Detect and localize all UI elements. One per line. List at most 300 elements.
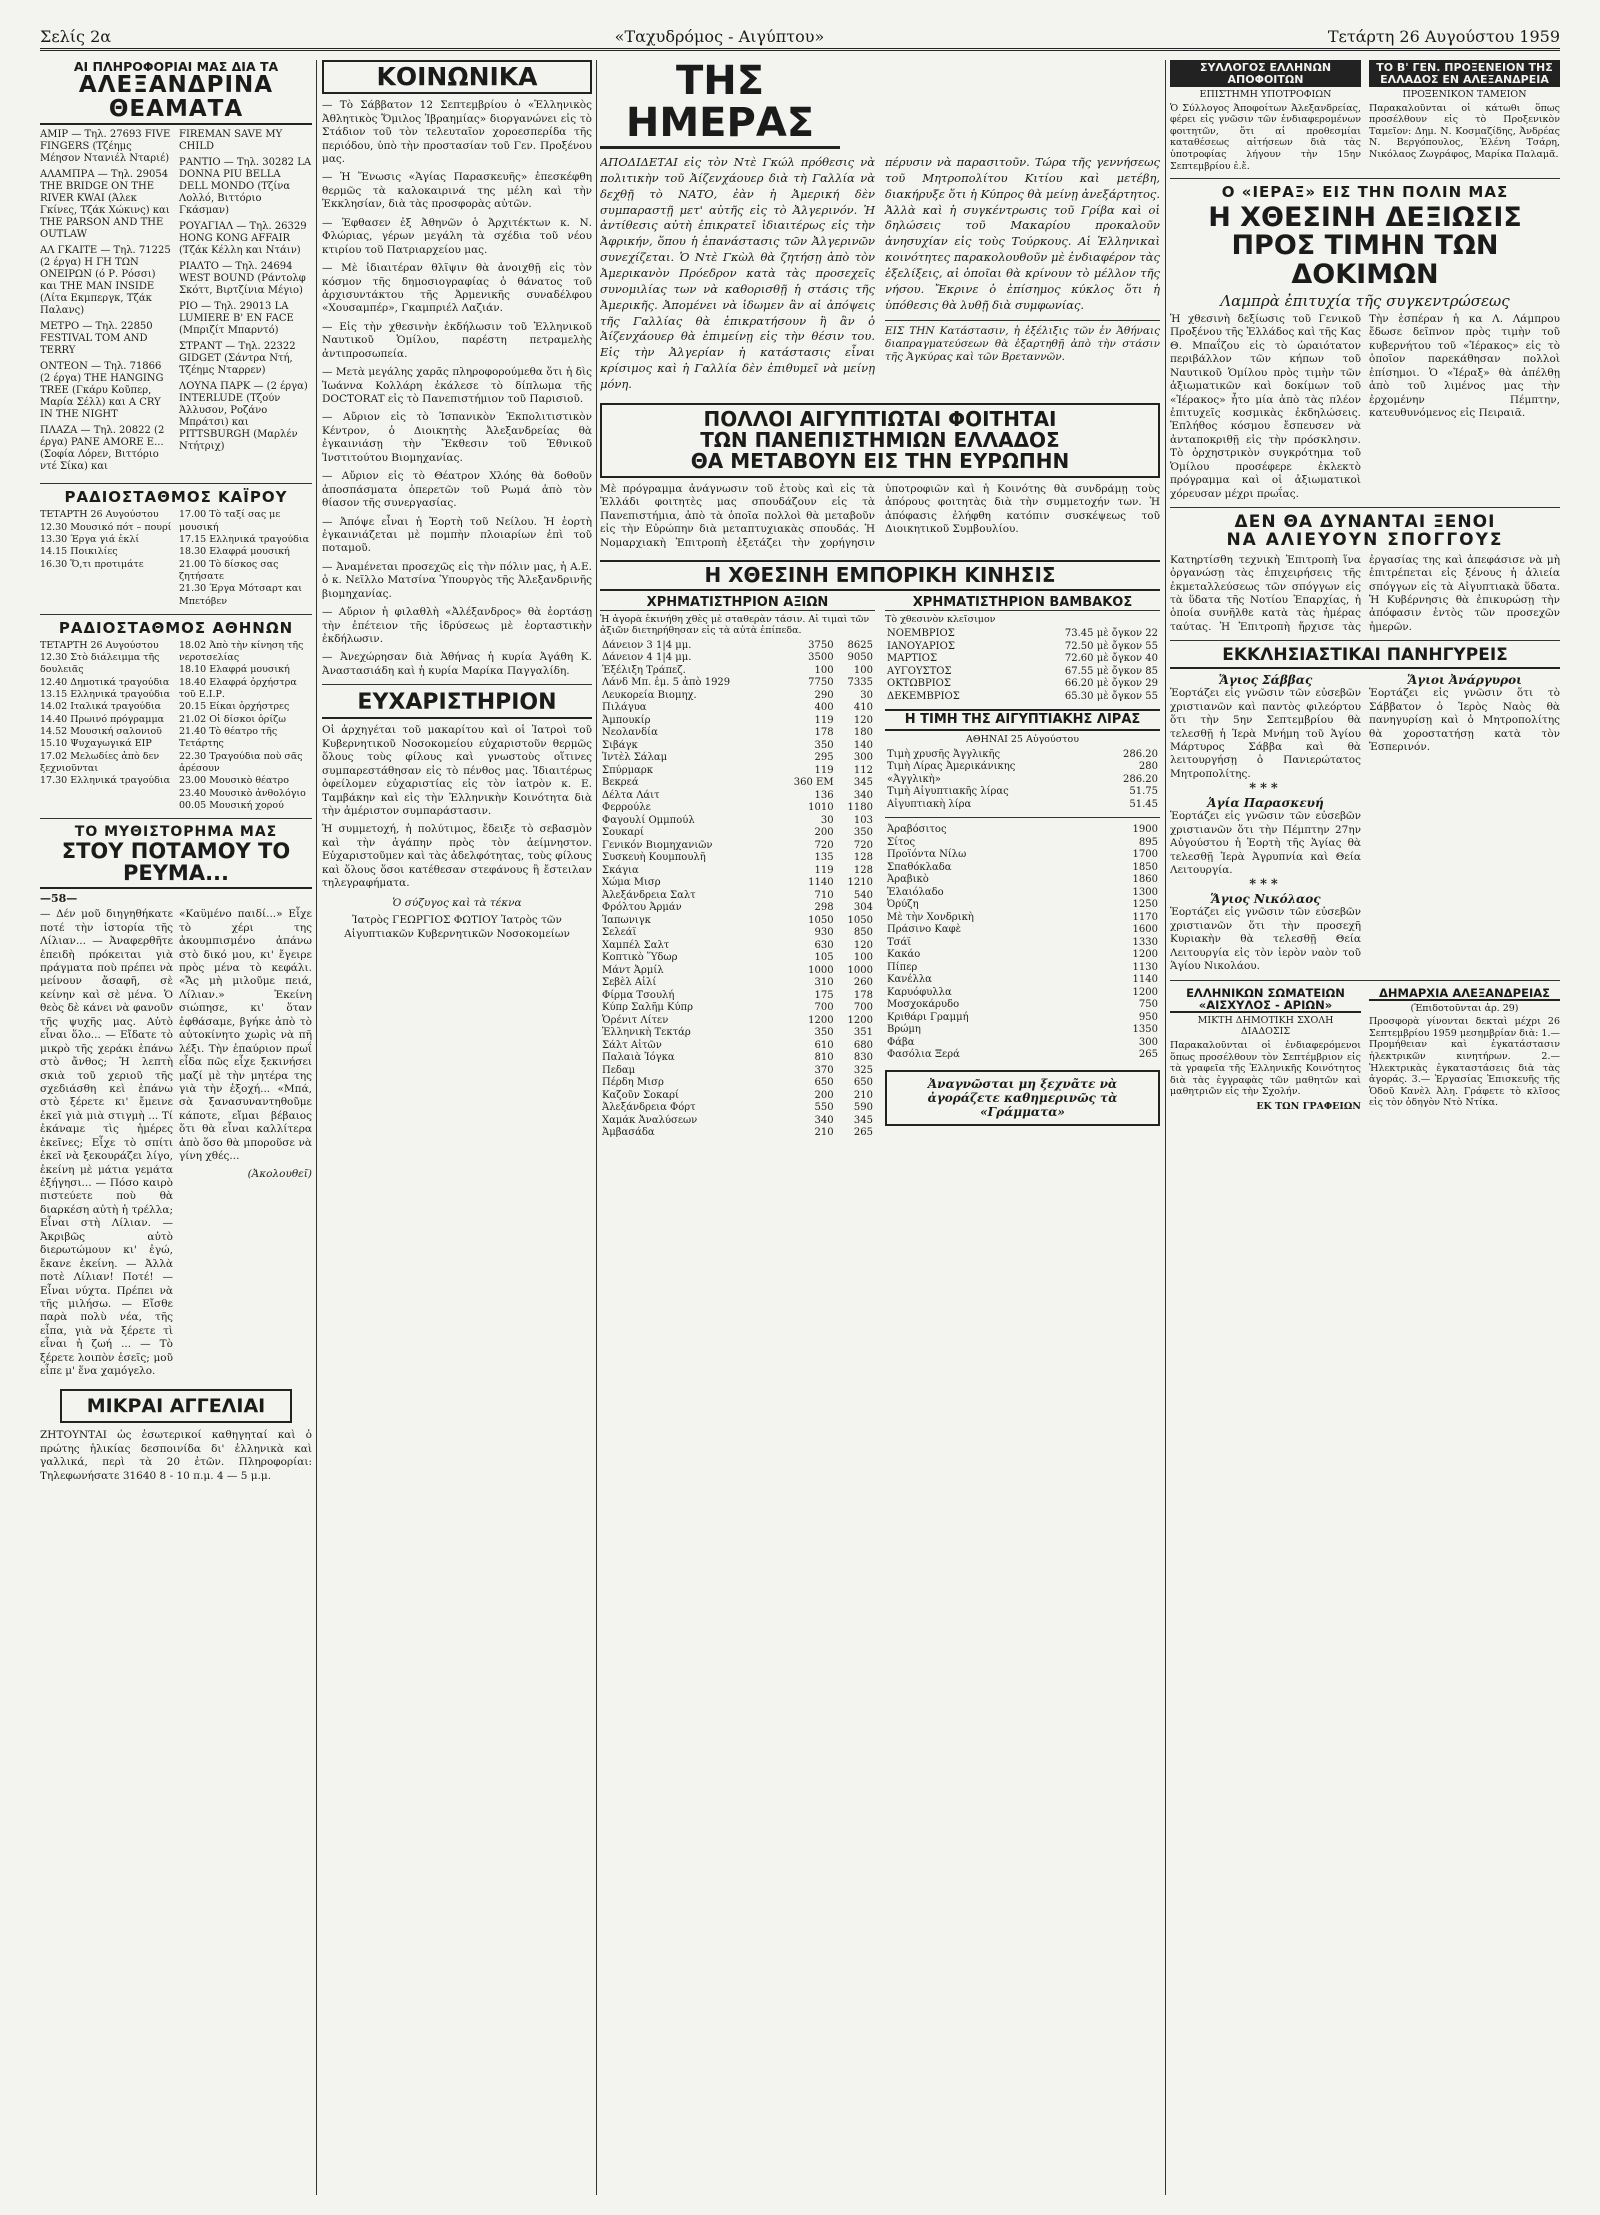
- stock-row: [600, 815, 875, 828]
- stock-row-cell: Κοπτικὸ Ὕδωρ: [602, 952, 678, 964]
- product-row-cell: 750: [1138, 999, 1158, 1011]
- stock-row-cell: 8625: [847, 639, 873, 651]
- column-rule: [596, 60, 597, 2195]
- students-title-1: ΠΟΛΛΟΙ ΑΙΓΥΠΤΙΩΤΑΙ ΦΟΙΤΗΤΑΙ: [703, 406, 1057, 431]
- product-row-cell: Κανέλλα: [887, 974, 932, 986]
- cotton-row: [885, 666, 1160, 679]
- consulate-text: Παρακαλοῦνται οἱ κάτωθι ὅπως προσέλθουν εἰς τὸ Προξενικὸν Ταμεῖον: Δημ. Ν. Κοσμαζίδης, Ἀνδρέας Ν. Βεργόπουλος, Ἑλένη Τσάρη, Νικόλαος Ζωγράφος, Μαρίκα Παλαμᾶ.: [1369, 102, 1560, 160]
- stock-row-cell: 1050: [808, 914, 834, 926]
- stock-row-cell: Βεκρεά: [602, 777, 639, 789]
- stock-row-cell: 298: [814, 902, 834, 914]
- stock-row: [600, 1002, 875, 1015]
- notices-row: [1170, 60, 1560, 172]
- stock-row: [600, 940, 875, 953]
- product-row-cell: Βρώμη: [887, 1024, 921, 1036]
- cotton-row: [885, 641, 1160, 654]
- thanks-text: Οἱ ἀρχηγέται τοῦ μακαρίτου καὶ οἱ Ἰατροὶ τοῦ Κυβερνητικοῦ Νοσοκομείου εὐχαριστοῦν θερμῶς ὅλους τοὺς φίλους καὶ γνωστοὺς οἵτινες συμπαρεστάθησαν εἰς τὸ πένθος μας. Ἰδιαιτέρως ὀφείλομεν εὐχαριστίας εἰς τὸν ἰατρὸν κ. Ε. Ταμβάκην καὶ εἰς τὴν Ἐλληνικὴν Κοινότητα διὰ τὴν ἀμέριστον συμπαράστασιν.: [322, 724, 592, 818]
- radio-athens-title: ΡΑΔΙΟΣΤΑΘΜΟΣ ΑΘΗΝΩΝ: [58, 618, 294, 637]
- cotton-row-cell: 73.45 μὲ ὄγκον 22: [1064, 628, 1158, 640]
- students-title-2: ΤΩΝ ΠΑΝΕΠΙΣΤΗΜΙΩΝ ΕΛΛΑΔΟΣ: [700, 427, 1060, 452]
- stock-row-cell: 850: [853, 927, 873, 939]
- pound-row-cell: Τιμὴ χρυσῆς Ἀγγλικῆς: [887, 748, 1001, 760]
- school-title: ΕΛΛΗΝΙΚΩΝ ΣΩΜΑΤΕΙΩΝ «ΑΙΣΧΥΛΟΣ - ΑΡΙΩΝ»: [1170, 987, 1361, 1013]
- stock-row: [600, 990, 875, 1003]
- stock-row-cell: 260: [853, 977, 873, 989]
- stock-row-cell: 119: [814, 864, 834, 876]
- pound-row: [885, 761, 1160, 774]
- small-ads-text: ΖΗΤΟΥΝΤΑΙ ὡς ἐσωτερικοί καθηγηταί καὶ ὁ πρώτης ἡλικίας δεσποινίδα δι' ἐλληνικὰ καὶ γαλλικά, περὶ τὰ 20 ἐτῶν. Πληροφορίαι: Τηλεφωνήσατε 31640 8 - 10 π.μ. 4 — 5 μ.μ.: [40, 1429, 312, 1482]
- stock-row-cell: 630: [814, 939, 834, 951]
- sponge-title-1: ΔΕΝ ΘΑ ΔΥΝΑΝΤΑΙ ΞΕΝΟΙ: [1234, 512, 1496, 533]
- cinema-entry: ΡΙΟ — Τηλ. 29013 LA LUMIERE B' EN FACE (Μπριζίτ Μπαρντό): [179, 301, 294, 337]
- product-row: [885, 862, 1160, 875]
- product-row-cell: Σπαθόκλαδα: [887, 861, 952, 873]
- pound-row: [885, 774, 1160, 787]
- stock-row-cell: 340: [853, 789, 873, 801]
- product-row-cell: 950: [1138, 1011, 1158, 1023]
- social-item: — Ἀπόψε εἶναι ἡ Ἑορτὴ τοῦ Νείλου. Ἡ ἑορτὴ ἐγκαινιάζεται μὲ πομπὴν πλοιαρίων ἐπὶ τοῦ ποταμοῦ.: [322, 515, 592, 555]
- radio-athens-left: ΤΕΤΑΡΤΗ 26 Αυγούστου 12.30 Στὸ διάλειμμα τῆς δουλειᾶς 12.40 Δημοτικά τραγούδια 13.15 Ελληνικά τραγούδια 14.02 Ιταλικά τραγούδια 14.40 Πρωινό πρόγραμμα 14.52 Μουσική σαλονιοῦ 15.10 Ψυχαγωγικά ΕΙΡ 17.02 Μελωδίες ἀπὸ δεν ξεχνιοῦνται 17.30 Ελληνικά τραγούδια: [40, 639, 171, 787]
- cinema-entry: ΑΜΙΡ — Τηλ. 27693 FIVE FINGERS (Τζέημς Μέησον Ντανιέλ Νταριέ): [40, 129, 171, 165]
- info-box: Ἀναγνῶσται μη ξεχνᾶτε νὰ ἀγοράζετε καθημερινῶς τὰ «Γράμματα»: [885, 1070, 1160, 1126]
- stock-row-cell: 1000: [847, 964, 873, 976]
- stock-row-cell: Ἀλεξάνδρεια Σαλτ: [602, 889, 696, 901]
- editorial-title: ΤΗΣ ΗΜΕΡΑΣ: [600, 60, 840, 149]
- stock-row: [600, 677, 875, 690]
- feast-name: Ἅγιος Σάββας: [1218, 673, 1313, 688]
- product-row-cell: 1200: [1132, 949, 1158, 961]
- cotton-row-cell: ΑΥΓΟΥΣΤΟΣ: [887, 665, 952, 677]
- product-row: [885, 1024, 1160, 1037]
- stock-row-cell: Σουκαρί: [602, 827, 644, 839]
- commerce-title: Η ΧΘΕΣΙΝΗ ΕΜΠΟΡΙΚΗ ΚΙΝΗΣΙΣ: [600, 560, 1160, 591]
- product-row-cell: 1130: [1132, 961, 1158, 973]
- product-row-cell: 1860: [1132, 874, 1158, 886]
- bottom-notices: [1170, 987, 1560, 1113]
- shows-kicker: ΑΙ ΠΛΗΡΟΦΟΡΙΑΙ ΜΑΣ ΔΙΑ ΤΑ: [73, 60, 279, 74]
- stock-row-cell: 100: [853, 952, 873, 964]
- cotton-row-cell: ΜΑΡΤΙΟΣ: [887, 653, 938, 665]
- stock-row-cell: 720: [853, 839, 873, 851]
- feast-text: Ἑορτάζει εἰς γνῶσιν ὅτι τὸ Σάββατον ὁ Ἱερὸς Ναὸς θὰ πανηγυρίσῃ καὶ ὁ Μητροπολίτης θὰ χοροστατήσῃ κατὰ τὸν Ἑσπερινόν.: [1369, 687, 1560, 753]
- stock-row: [600, 790, 875, 803]
- stock-row-cell: 128: [853, 864, 873, 876]
- novel-label: ΤΟ ΜΥΘΙΣΤΟΡΗΜΑ ΜΑΣ: [74, 824, 278, 841]
- stock-row-cell: 410: [853, 702, 873, 714]
- reception-text: Ἡ χθεσινὴ δεξίωσις τοῦ Γενικοῦ Προξένου τῆς Ἑλλάδος καὶ τῆς Κας Θ. Μπαΐζου εἰς τὸ ὡραιότατον περιβάλλον τῶν κήπων τοῦ Ναυτικοῦ Ὁμίλου πρὸς τιμὴν τῶν ἀξιωματικῶν καὶ δοκίμων τοῦ «Ἱέρακος» ἦτο μία ἀπὸ τὰς πλέον ἐπιτυχεῖς κοσμικὰς ἐκδηλώσεις. Ἐπλήθος κόσμου ἔσπευσεν νὰ ἀνταποκριθῇ εἰς τὴν πρόσκλησιν. Τὸ ὀρχηστρικὸν συγκρότημα τοῦ Ὁμίλου προσέφερε ἐκλεκτὸ πρόγραμμα καὶ οἱ ἀξιωματικοὶ χόρευσαν μέχρι πρωΐας.: [1170, 312, 1361, 500]
- stock-row-cell: Νεολανδία: [602, 727, 658, 739]
- product-row-cell: Τσάϊ: [887, 936, 912, 948]
- stock-row-cell: 180: [853, 727, 873, 739]
- stock-row-cell: 350: [814, 1027, 834, 1039]
- stock-row-cell: 3500: [808, 652, 834, 664]
- cotton-row: [885, 678, 1160, 691]
- stock-row-cell: 350: [853, 827, 873, 839]
- stock-row-cell: Καζοῦν Σοκαρί: [602, 1089, 679, 1101]
- column-rule: [316, 60, 317, 2195]
- novel-body: [40, 908, 312, 1378]
- column-main: [600, 60, 1160, 2195]
- social-item: — Αὔριον εἰς τὸ Θέατρον Χλόης θὰ δοθοῦν ἀποσπάσματα ὀπερετῶν τοῦ Ρωμά ἀπὸ τὸν θίασον τῆς συνεργασίας.: [322, 470, 592, 510]
- cotton-row-cell: ΙΑΝΟΥΑΡΙΟΣ: [887, 640, 955, 652]
- stock-row-cell: 400: [814, 702, 834, 714]
- pound-row: [885, 749, 1160, 762]
- stock-row-cell: Χαμπέλ Σαλτ: [602, 939, 670, 951]
- reception-title-2: ΠΡΟΣ ΤΙΜΗΝ ΤΩΝ ΔΟΚΙΜΩΝ: [1231, 230, 1499, 290]
- cinema-listings: [40, 129, 312, 477]
- novel-title: ΣΤΟΥ ΠΟΤΑΜΟΥ ΤΟ ΡΕΥΜΑ...: [40, 840, 312, 889]
- social-item: — Ἡ Ἕνωσις «Ἁγίας Παρασκευῆς» ἐπεσκέφθη θερμῶς τὰ καλοκαιρινά της μέλη καὶ τὴν Ἐκκλησίαν, διὰ τὰς προσφορὰς αὐτῶν.: [322, 171, 592, 211]
- stock-row-cell: 310: [814, 977, 834, 989]
- consulate-notice: [1369, 60, 1560, 172]
- stock-row-cell: 290: [814, 689, 834, 701]
- social-item: — Μὲ ἰδιαιτέραν θλῖψιν θὰ ἀνοιχθῇ εἰς τὸν κόσμον τῆς δημοσιογραφίας ὁ θάνατος τοῦ ἀρχισυντάκτου τῆς Ἀρμενικῆς συναδέλφου «Χουσαμπέρ», Γκαμπριέλ Λαζιάν.: [322, 262, 592, 315]
- social-item: — Ἐφθασεν ἐξ Ἀθηνῶν ὁ Ἀρχιτέκτων κ. Ν. Φλώριας, γέρων μεγάλη τὰ σχέδια τοῦ νέου κτιρίου τοῦ Πατριαρχείου μας.: [322, 216, 592, 256]
- product-row-cell: 1140: [1132, 974, 1158, 986]
- reception-text-2: Τὴν ἑσπέραν ἡ κα Λ. Λάμπρου ἔδωσε δεῖπνον πρὸς τιμὴν τοῦ κυβερνήτου τοῦ «Ἱέρακος» εἰς τὸ ὁποῖον παρεκάθησαν πολλοὶ ἐπίσημοι. Ὁ «Ἱέραξ» θὰ ἀπέλθῃ ἀπὸ τοῦ λιμένος μας τὴν ἐρχομένην Πέμπτην, κατευθυνόμενος εἰς Πειραιᾶ.: [1369, 312, 1560, 419]
- social-item: — Τὸ Σάββατον 12 Σεπτεμβρίου ὁ «Ἑλληνικὸς Ἀθλητικὸς Ὅμιλος Ἰβραημίας» διοργανώνει εἰς τὸ Στάδιον τοῦ τὸν τελευταῖον χοροεσπερίδα τῆς περιόδου, ὑπὸ τὴν προστασίαν τοῦ Γεν. Προξένου μας.: [322, 99, 592, 165]
- thanks-title: ΕΥΧΑΡΙΣΤΗΡΙΟΝ: [322, 691, 592, 719]
- stock-row-cell: 100: [853, 664, 873, 676]
- stock-row-cell: 700: [853, 1002, 873, 1014]
- stock-row-cell: Σπύρμαρκ: [602, 764, 653, 776]
- stock-row: [600, 802, 875, 815]
- pound-row-cell: 286.20: [1123, 773, 1158, 785]
- stock-row-cell: Σιβάγκ: [602, 739, 638, 751]
- product-row: [885, 1012, 1160, 1025]
- product-row: [885, 924, 1160, 937]
- product-row-cell: Σίτος: [887, 836, 916, 848]
- school-subtitle-2: ΔΙΑΔΟΣΙΣ: [1240, 1026, 1291, 1038]
- stocks-title: ΧΡΗΜΑΤΙΣΤΗΡΙΟΝ ΑΞΙΩΝ: [600, 596, 875, 611]
- stock-row: [600, 1052, 875, 1065]
- stock-row-cell: 100: [814, 664, 834, 676]
- pound-row-cell: 286.20: [1123, 748, 1158, 760]
- cotton-row-cell: 72.50 μὲ ὄγκον 55: [1064, 640, 1158, 652]
- stock-row-cell: Γενικόν Βιομηχανιῶν: [602, 839, 713, 851]
- product-row-cell: Ἀραβόσιτος: [887, 824, 947, 836]
- product-row-cell: 1850: [1132, 861, 1158, 873]
- consulate-title: ΤΟ Β' ΓΕΝ. ΠΡΟΞΕΝΕΙΟΝ ΤΗΣ ΕΛΛΑΔΟΣ ΕΝ ΑΛΕΞΑΝΔΡΕΙΑ: [1369, 60, 1560, 87]
- students-headline-box: [600, 403, 1160, 478]
- stock-row: [600, 952, 875, 965]
- stock-row-cell: 175: [814, 989, 834, 1001]
- product-row: [885, 1049, 1160, 1062]
- stock-row-cell: 200: [814, 1089, 834, 1101]
- column-entertainment: [40, 60, 312, 2195]
- stock-row-cell: 178: [814, 727, 834, 739]
- stock-row-cell: 1180: [847, 802, 873, 814]
- product-row-cell: 1350: [1132, 1024, 1158, 1036]
- alumni-notice: [1170, 60, 1361, 172]
- stock-row-cell: 7750: [808, 677, 834, 689]
- feast-name: Ἁγία Παρασκευή: [1207, 796, 1324, 811]
- thanks-text-2: Ἡ συμμετοχή, ἡ πολύτιμος, ἔδειξε τὸ σεβασμὸν καὶ τὴν ἀγάπην πρὸς τὸν ἀείμνηστον. Εὐχαριστοῦμεν καὶ τὰς ἀδελφότητας, τοὺς φίλους καὶ ὅλους ὅσοι κατέθεσαν στεφάνους ἢ ἔστειλαν τηλεγραφήματα.: [322, 823, 592, 890]
- cotton-intro: Τὸ χθεσινὸν κλεῖσιμον: [885, 613, 996, 625]
- stock-row: [600, 865, 875, 878]
- product-row-cell: Ὀρύζη: [887, 899, 919, 911]
- novel-continues: (Ἀκολουθεῖ): [247, 1167, 312, 1180]
- stock-row: [600, 640, 875, 653]
- column-social: [322, 60, 592, 2195]
- stocks-section: [600, 596, 875, 1140]
- product-row-cell: 1900: [1132, 824, 1158, 836]
- separator-stars: ***: [1249, 781, 1282, 797]
- cinema-entry: ΑΛ ΓΚΑΙΤΕ — Τηλ. 71225 (2 έργα) Η ΓΗ ΤΩΝ ΟΝΕΙΡΩΝ (ό Ρ. Ρόσσι) και THE MAN INSIDE (Λίτα Εκμπεργκ, Τζάκ Παλανς): [40, 245, 171, 317]
- pound-row-cell: 280: [1138, 761, 1158, 773]
- radio-cairo-title: ΡΑΔΙΟΣΤΑΘΜΟΣ ΚΑΪΡΟΥ: [64, 488, 288, 507]
- cinema-entry: ΛΟΥΝΑ ΠΑΡΚ — (2 έργα) INTERLUDE (Τζούν Άλλυσον, Ροζάνο Μπράτσι) και PITTSBURGH (Μαρλέν Ντήτριχ): [179, 381, 308, 453]
- stock-row-cell: Δάνειον 3 1|4 μμ.: [602, 639, 692, 651]
- stock-row: [600, 1115, 875, 1128]
- pound-table: [885, 749, 1160, 812]
- product-row-cell: Πράσινο Καφὲ: [887, 924, 961, 936]
- social-item: — Ἀναμένεται προσεχῶς εἰς τὴν πόλιν μας, ἡ Α.Ε. ὁ κ. Νεῖλλο Ματσίνα Ὑπουργὸς τῆς Ἀλεξανδρινῆς βιομηχανίας.: [322, 560, 592, 600]
- column-rule: [1165, 60, 1166, 2195]
- pound-row-cell: Αἰγυπτιακὴ λίρα: [887, 798, 972, 810]
- stock-row-cell: Φαγουλί Ομμπούλ: [602, 814, 695, 826]
- stock-row-cell: Χαμάκ Ἀναλύσεων: [602, 1114, 698, 1126]
- stock-row-cell: Σεβὲλ Αἰλί: [602, 977, 657, 989]
- product-row-cell: Προϊόντα Νίλω: [887, 849, 967, 861]
- stock-row-cell: 1010: [808, 802, 834, 814]
- editorial-body: [600, 155, 1160, 393]
- stock-row: [600, 915, 875, 928]
- stock-row-cell: 120: [853, 939, 873, 951]
- product-row-cell: Κακάο: [887, 949, 921, 961]
- issue-date: Τετάρτη 26 Αυγούστου 1959: [1327, 27, 1560, 46]
- stock-row-cell: 295: [814, 752, 834, 764]
- product-row: [885, 987, 1160, 1000]
- students-title-3: ΘΑ ΜΕΤΑΒΟΥΝ ΕΙΣ ΤΗΝ ΕΥΡΩΠΗΝ: [690, 448, 1070, 473]
- social-item: — Εἰς τὴν χθεσινὴν ἐκδήλωσιν τοῦ Ἑλληνικοῦ Ναυτικοῦ Ὁμίλου, παρέστη πετραμελὴς ἀντιπροσωπεία.: [322, 320, 592, 360]
- stock-row-cell: 650: [853, 1077, 873, 1089]
- stock-row-cell: 103: [853, 814, 873, 826]
- stock-row: [600, 1015, 875, 1028]
- stock-row: [600, 965, 875, 978]
- stock-row-cell: 300: [853, 752, 873, 764]
- stock-row-cell: Φρόλτου Ἀρμάν: [602, 902, 682, 914]
- municipality-subtitle: (Ἐπιδοτοῦνται ἀρ. 29): [1410, 1002, 1519, 1014]
- shows-title: ΑΛΕΞΑΝΔΡΙΝΑ ΘΕΑΜΑΤΑ: [40, 73, 312, 125]
- separator-stars: ***: [1249, 877, 1282, 893]
- stock-row-cell: 304: [853, 902, 873, 914]
- stock-row-cell: Κύπρ Σαλῆμ Κύπρ: [602, 1002, 694, 1014]
- stock-row-cell: 9050: [847, 652, 873, 664]
- stock-row: [600, 752, 875, 765]
- product-row: [885, 874, 1160, 887]
- cotton-row-cell: ΝΟΕΜΒΡΙΟΣ: [887, 628, 955, 640]
- product-row: [885, 899, 1160, 912]
- product-row: [885, 974, 1160, 987]
- stock-row-cell: Ἰντὲλ Σάλαμ: [602, 752, 668, 764]
- product-row-cell: Κριθάρι Γραμμή: [887, 1011, 969, 1023]
- cinema-entry: ΣΤΡΑΝΤ — Τηλ. 22322 GIDGET (Σάντρα Ντή, Τζέημς Νταρρεν): [179, 341, 296, 377]
- reception-title-1: Η ΧΘΕΣΙΝΗ ΔΕΞΙΩΣΙΣ: [1208, 201, 1522, 233]
- stock-row-cell: 350: [814, 739, 834, 751]
- cinema-entry: FIREMAN SAVE MY CHILD: [179, 129, 283, 153]
- stock-row-cell: 7335: [847, 677, 873, 689]
- cinema-entry: ΜΕΤΡΟ — Τηλ. 22850 FESTIVAL TOM AND TERRY: [40, 321, 153, 357]
- stock-row-cell: 590: [853, 1102, 873, 1114]
- stock-row-cell: 200: [814, 827, 834, 839]
- cotton-row-cell: ΔΕΚΕΜΒΡΙΟΣ: [887, 690, 960, 702]
- stock-row: [600, 715, 875, 728]
- stock-row-cell: Ἑλληνικὴ Τεκτάρ: [602, 1027, 691, 1039]
- radio-cairo-schedule: [40, 509, 312, 608]
- stock-row-cell: Ἐξέλιξη Τράπεζ.: [602, 664, 686, 676]
- alumni-subtitle: ΕΠΙΣΤΗΜΗ ΥΠΟΤΡΟΦΙΩΝ: [1199, 89, 1332, 101]
- pound-row: [885, 799, 1160, 812]
- stock-row: [600, 1102, 875, 1115]
- stock-row: [600, 827, 875, 840]
- feast-text: Ἑορτάζει εἰς γνῶσιν τῶν εὐσεβῶν χριστιανῶν καὶ παντὸς φιλεόρτου ὅτι τὴν 5ην Σεπτεμβρίου θὰ τελεσθῇ ἡ Ἱερὰ Μνήμη τοῦ Ἁγίου Μάρτυρος Σάββα καὶ θὰ λειτουργήσῃ ὁ Πανιερώτατος Μητροπολίτης.: [1170, 687, 1361, 780]
- radio-athens-right: 18.02 Ἀπὸ τὴν κίνηση τῆς νεροτσελίας 18.10 Ελαφρά μουσική 18.40 Ελαφρά ὀρχήστρα τοῦ Ε.Ι.Ρ. 20.15 Είκαι ὀρχήστρες 21.02 Οἱ δίσκοι ὁρίζω 21.40 Τὸ θέατρο τῆς Τετάρτης 22.30 Τραγούδια ποὺ σᾶς ἀρέσουν 23.00 Μουσικὸ θέατρο 23.40 Μουσικὸ ἀνθολόγιο 00.05 Μουσική χορού: [179, 639, 306, 812]
- cotton-row-cell: ΟΚΤΩΒΡΙΟΣ: [887, 678, 951, 690]
- cotton-row: [885, 691, 1160, 704]
- stock-row: [600, 877, 875, 890]
- product-row-cell: 1200: [1132, 986, 1158, 998]
- pound-row-cell: Τιμὴ Λίρας Ἀμερικάνικης: [887, 761, 1016, 773]
- stock-row-cell: 1210: [847, 877, 873, 889]
- commerce-body: [600, 596, 1160, 1140]
- alumni-text: Ὁ Σύλλογος Ἀποφοίτων Ἀλεξανδρείας, φέρει εἰς γνῶσιν τῶν ἐνδιαφερομένων φοιτητῶν, ὅτι αἱ προθεσμίαι καταθέσεως αἰτήσεων διὰ τὰς ὑποτροφίας λήγουν τὴν 15ην Σεπτεμβρίου ἐ.ἔ.: [1170, 102, 1361, 172]
- stock-row: [600, 1127, 875, 1140]
- feast-name: Ἅγιος Νικόλαος: [1210, 892, 1321, 907]
- stock-row-cell: 345: [853, 777, 873, 789]
- product-row: [885, 949, 1160, 962]
- stock-row-cell: Ὁρένιτ Λίτεν: [602, 1014, 669, 1026]
- social-title: ΚΟΙΝΩΝΙΚΑ: [322, 60, 592, 94]
- editorial-text-2: πέρυσιν νὰ παρασιτοῦν. Τώρα τῆς γεννήσεως τοῦ Μητροπολίτου Κιτίου καὶ μετέβη, διακήρυξε ὅτι ἡ Κύπρος θὰ μείνῃ ἀνεξάρτητος. Ἀλλὰ καὶ ἡ συγκέντρωσις τοῦ Γρίβα καὶ οἱ δηλώσεις τοῦ Μακαρίου προκαλοῦν ἀνησυχίαν εἰς τοὺς Τούρκους. Αἱ Ἑλληνικαὶ κοινότητες παρακολουθοῦν μὲ ἐνδιαφέρον τὰς ἐξελίξεις, αἱ ὁποῖαι θὰ κρίνουν τὸ μέλλον τῆς νήσου. Ἔκρινε ὁ ἐπίσημος κύκλος ὅτι ἡ ὑπόθεσις θὰ λυθῇ διὰ συμφωνίας.: [885, 155, 1160, 312]
- stock-row-cell: 610: [814, 1039, 834, 1051]
- stock-row: [600, 1040, 875, 1053]
- school-subtitle: ΜΙΚΤΗ ΔΗΜΟΤΙΚΗ ΣΧΟΛΗ: [1197, 1014, 1334, 1026]
- pound-place: ΑΘΗΝΑΙ 25 Αὐγούστου: [965, 733, 1080, 745]
- social-item: — Αὔριον εἰς τὸ Ἰσπανικὸν Ἐκπολιτιστικὸν Κέντρον, ὁ Διοικητὴς Ἀλεξανδρείας θὰ ἐγκαινιάσῃ τὴν Ἔκθεσιν τοῦ Ἐθνικοῦ Ἰνστιτούτου Βιομηχανίας.: [322, 411, 592, 464]
- stock-row: [600, 852, 875, 865]
- product-row-cell: 1600: [1132, 924, 1158, 936]
- alumni-title: ΣΥΛΛΟΓΟΣ ΕΛΛΗΝΩΝ ΑΠΟΦΟΙΤΩΝ: [1170, 60, 1361, 87]
- stock-row-cell: Πιλάγυα: [602, 702, 647, 714]
- stock-row-cell: 119: [814, 764, 834, 776]
- sponge-text: Κατηρτίσθη τεχνικὴ Ἐπιτροπὴ ἵνα ὀργανώσῃ τὰς ἐπιχειρήσεις τῆς ἐκμεταλλεύσεως τῶν σπόγγων εἰς τὰ ὕδατα τῆς Νοτίου Ἐπαρχίας, ἡ ὁποία συνῆλθε κατὰ τὰς ἡμέρας ταύτας. Ἡ Ἐπιτροπὴ ἤρχισε τὰς ἐργασίας της καὶ ἀπεφάσισε νὰ μὴ ἐπιτρέπεται εἰς ξένους ἡ ἀλιεία σπόγγων εἰς τὰ Αἰγυπτιακὰ ὕδατα. Ἡ Κυβέρνησις θὰ ἐπικυρώσῃ τὴν ἀπόφασιν ἐντὸς τῶν προσεχῶν ἡμερῶν.: [1170, 553, 1560, 633]
- product-row-cell: 1330: [1132, 936, 1158, 948]
- product-row: [885, 824, 1160, 837]
- stocks-intro: Ἡ ἀγορὰ ἐκινήθη χθὲς μὲ σταθερὰν τάσιν. Αἱ τιμαὶ τῶν ἀξιῶν διετηρήθησαν εἰς τὰ αὐτὰ ἐπίπεδα.: [600, 613, 870, 637]
- stock-row-cell: Δάνειον 4 1|4 μμ.: [602, 652, 692, 664]
- stock-row: [600, 890, 875, 903]
- stock-row: [600, 652, 875, 665]
- cinema-list-left: [40, 129, 173, 477]
- stock-row-cell: 810: [814, 1052, 834, 1064]
- stock-row: [600, 702, 875, 715]
- stock-row-cell: 351: [853, 1027, 873, 1039]
- stock-row-cell: 345: [853, 1114, 873, 1126]
- product-row: [885, 962, 1160, 975]
- product-row-cell: 265: [1138, 1049, 1158, 1061]
- stock-row: [600, 727, 875, 740]
- municipality-text: Προσφορὰ γίνονται δεκταὶ μέχρι 26 Σεπτεμβρίου 1959 μεσημβρίαν διὰ: 1.— Προμήθειαν καὶ ἐγκατάστασιν ἠλεκτρικῶν κινητήρων. 2.— Ἠλεκτρικὰς ἐγκαταστάσεις διὰ τὰς ἀγοράς. 3.— Ἐργασίας Ἐπισκευῆς τῆς Ὁδοῦ Κανὲλ Ἀλη. Γράφετε τὸ κλῖσος εἰς τὸν ὁδηγὸν Ντὸ Ντίκα.: [1369, 1016, 1560, 1109]
- school-sign: ΕΚ ΤΩΝ ΓΡΑΦΕΙΩΝ: [1256, 1100, 1361, 1112]
- stock-row: [600, 1027, 875, 1040]
- stock-row-cell: 650: [814, 1077, 834, 1089]
- stock-row-cell: 1200: [808, 1014, 834, 1026]
- feast-text: Ἑορτάζει εἰς γνῶσιν τῶν εὐσεβῶν χριστιανῶν ὅτι τὴν προσεχῆ Κυριακὴν θὰ τελεσθῇ Θεία Λειτουργία εἰς τὸν ἱερὸν ναὸν τοῦ Ἁγίου Νικολάου.: [1170, 906, 1361, 973]
- stock-row-cell: Ἰαπωνιγκ: [602, 914, 651, 926]
- stock-row-cell: Πεδαμ: [602, 1064, 636, 1076]
- product-row: [885, 837, 1160, 850]
- editorial-note: ΕΙΣ ΤΗΝ Κατάστασιν, ἡ ἐξέλιξις τῶν ἐν Ἀθήναις διαπραγματεύσεων θὰ ἐξαρτηθῇ ἀπὸ τὴν στάσιν τῆς Ἀγκύρας καὶ τῶν Βρεταννῶν.: [885, 320, 1160, 365]
- product-row-cell: Ἀραβικὸ: [887, 874, 929, 886]
- social-item: — Ἀνεχώρησαν διὰ Ἀθήνας ἡ κυρία Ἀγάθη Κ. Ἀναστασιάδη καὶ ἡ κυρία Μαρίκα Παγγαλίδη.: [322, 651, 592, 677]
- stock-row-cell: 30: [860, 689, 873, 701]
- stock-row-cell: 178: [853, 989, 873, 1001]
- stock-row-cell: Συσκευὴ Κουμπουλῆ: [602, 852, 706, 864]
- stock-row-cell: 370: [814, 1064, 834, 1076]
- municipality-notice: [1369, 987, 1560, 1113]
- cinema-list-right: [179, 129, 312, 477]
- product-row-cell: Φάβα: [887, 1036, 915, 1048]
- editorial-text: ΑΠΟΔΙΔΕΤΑΙ εἰς τὸν Ντὲ Γκώλ πρόθεσις νὰ πολιτικὴν τοῦ Ἀίζενχάουερ διὰ τὴ Γαλλία νὰ δεχθῇ τὸ ΝΑΤΟ, ἐὰν ἡ Ἀμερική δὲν συμπαραστῇ μετ' αὐτῆς εἰς τὸ Ἀλγερινόν. Ἡ ἀντίθεσις αὐτὴ ἐπικρατεῖ ἰδιαιτέρως εἰς τὴν Ἀφρικήν, ὅπου ἡ ἐπανάστασις τῶν Ἀλγερινῶν συνεχίζεται. Ὁ Ντὲ Γκὼλ θὰ ζητήσῃ ἀπὸ τὸν Ἀμερικανὸν Πρόεδρον κατὰ τὰς προσεχεῖς συνομιλίας των νὰ καθορισθῇ ἡ στάσις τῆς Ἀμερικῆς. Ἀπομένει νὰ ἰδωμεν ἂν αἱ ἀπόψεις τῆς Γαλλίας θὰ ἐπικρατήσουν ἢ ἂν ὁ Ἀίζενχάουερ θὰ ἐπιμείνῃ εἰς τὴν θέσιν του. Εἰς τὴν Ἀλγερίαν ἡ κατάστασις εἶναι κρίσιμος καὶ ἡ Γαλλία δὲν ἐπιθυμεῖ νὰ μείνῃ μόνη.: [600, 155, 875, 392]
- stock-row-cell: 680: [853, 1039, 873, 1051]
- cinema-entry: ΡΙΑΛΤΟ — Τηλ. 24694 WEST BOUND (Ράντολφ Σκόττ, Βιρτζίνια Μέγιο): [179, 261, 306, 297]
- reception-subtitle: Λαμπρὰ ἐπιτυχία τῆς συγκεντρώσεως: [1220, 291, 1510, 310]
- stock-row-cell: 710: [814, 889, 834, 901]
- stock-row-cell: Χώμα Μισρ: [602, 877, 661, 889]
- cinema-entry: ΑΛΑΜΠΡΑ — Τηλ. 29054 THE BRIDGE ON THE RIVER KWAI (Άλεκ Γκίνες, Τζάκ Χώκινς) και THE PARSON AND THE OUTLAW: [40, 169, 170, 241]
- product-row-cell: Ἐλαιόλαδο: [887, 886, 944, 898]
- product-row-cell: 1170: [1132, 911, 1158, 923]
- cinema-entry: ΟΝΤΕΟΝ — Τηλ. 71866 (2 έργα) THE HANGING TREE (Γκάρυ Κοῦπερ, Μαρία Σέλλ) και A CRY IN THE NIGHT: [40, 361, 164, 421]
- stock-row-cell: 140: [853, 739, 873, 751]
- students-text: Μὲ πρόγραμμα ἀνάγνωσιν τοῦ ἐτοὺς καὶ εἰς τὰ Ἐλλάδι φοιτητὲς μας σπουδάζουν εἰς τὰ Πανεπιστήμια, ἀπὸ τὰ ὁποῖα πολλοὶ θὰ μεταβοῦν εἰς τὴν Εὐρώπην διὰ μεταπτυχιακὰς σπουδάς. Ἡ Νομαρχιακὴ Ἐπιτροπὴ ἐξετάζει τὴν χορήγησιν ὑποτροφιῶν καὶ ἡ Κοινότης θὰ συνδράμῃ τοὺς ἀπόρους φοιτητὰς διὰ τὴν συμμετοχήν των. Ἡ ἀπόφασις ἐλήφθη κατόπιν συσκέψεως τοῦ Διοικητικοῦ Συμβουλίου.: [600, 482, 1160, 549]
- cotton-row-cell: 67.55 μὲ ὄγκον 85: [1064, 665, 1158, 677]
- radio-cairo-right: 17.00 Τὸ ταξί σας με μουσική 17.15 Ελληνικά τραγούδια 18.30 Ελαφρά μουσική 21.00 Τὸ δίσκος σας ζητήσατε 21.30 Έργα Μότσαρτ και Μπετόβεν: [179, 509, 310, 607]
- stock-row-cell: 3750: [808, 639, 834, 651]
- thanks-signature: Ὁ σύζυγος καὶ τὰ τέκνα: [392, 896, 522, 909]
- stock-row-cell: Σελεάϊ: [602, 927, 637, 939]
- radio-athens-schedule: [40, 640, 312, 813]
- stock-row-cell: 540: [853, 889, 873, 901]
- stock-row-cell: Ἀμπουκίρ: [602, 714, 651, 726]
- stock-row-cell: 930: [814, 927, 834, 939]
- cotton-title: ΧΡΗΜΑΤΙΣΤΗΡΙΟΝ ΒΑΜΒΑΚΟΣ: [885, 596, 1160, 611]
- stock-row: [600, 740, 875, 753]
- page-header: [40, 22, 1560, 51]
- stock-row: [600, 977, 875, 990]
- product-row-cell: 1300: [1132, 886, 1158, 898]
- stock-row-cell: 105: [814, 952, 834, 964]
- product-row-cell: 1700: [1132, 849, 1158, 861]
- page-number: Σελίς 2α: [40, 27, 112, 46]
- feast-name: Ἅγιοι Ἀνάργυροι: [1407, 673, 1522, 688]
- product-row-cell: Φασόλια Ξερά: [887, 1049, 960, 1061]
- product-row: [885, 937, 1160, 950]
- thanks-signature-2: Ἰατρὸς ΓΕΩΡΓΙΟΣ ΦΩΤΙΟΥ Ἰατρὸς τῶν Αἰγυπτιακῶν Κυβερνητικῶν Νοσοκομείων: [344, 914, 570, 940]
- stock-row: [600, 927, 875, 940]
- stock-row-cell: 128: [853, 852, 873, 864]
- cotton-row-cell: 66.20 μὲ ὄγκον 29: [1064, 678, 1158, 690]
- cinema-entry: ΠΛΑΖΑ — Τηλ. 20822 (2 έργα) PANE AMORE E... (Σοφία Λόρεν, Βιττόριο ντέ Σίκα) και: [40, 425, 165, 473]
- reception-body: [1170, 313, 1560, 501]
- stock-row: [600, 665, 875, 678]
- product-row: [885, 912, 1160, 925]
- pound-row-cell: 51.75: [1129, 786, 1158, 798]
- small-ads-box: [60, 1389, 292, 1424]
- product-row-cell: Μὲ τὴν Χονδρικὴ: [887, 911, 974, 923]
- stock-row-cell: 30: [820, 814, 834, 826]
